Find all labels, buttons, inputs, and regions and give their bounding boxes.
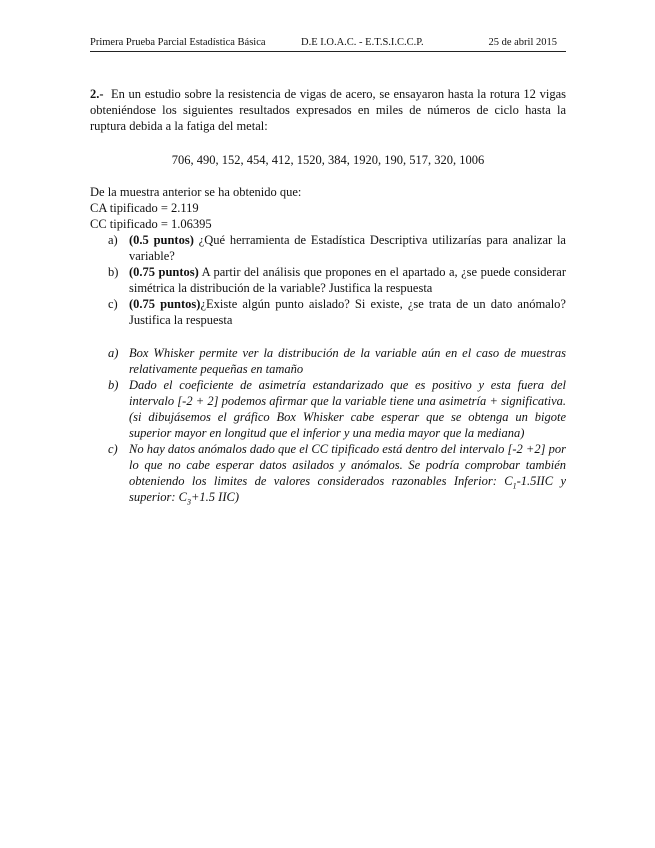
- answer-marker: c): [108, 442, 118, 456]
- answer-text-start: No hay datos anómalos dado que el CC tipificado está dentro del intervalo [-2 +2] por lo que no cabe esperar datos asilados y anómalos. Se podría comprobar también obteniendo los limites de valores considerados razonables Inferior: C: [129, 442, 566, 488]
- answer-text-mid: -1.5IIC y superior: C: [129, 474, 566, 504]
- question-marker: a): [108, 233, 118, 247]
- header-course: Primera Prueba Parcial Estadística Básica: [90, 37, 266, 48]
- problem-statement: [90, 86, 566, 134]
- problem-number: 2.-: [90, 87, 104, 101]
- page-content: [90, 86, 566, 505]
- answer-item: [90, 441, 566, 505]
- cc-value: CC tipificado = 1.06395: [90, 217, 212, 231]
- answer-text: Dado el coeficiente de asimetría estandarizado que es positivo y esta fuera del intervalo [-2 + 2] podemos afirmar que la variable tiene una asimetría + significativa. (si dibujásemos el gráfico Box Whisker cabe esperar que se obtenga un bigote superior mayor en longitud que el inferior y una media mayor que la mediana): [129, 378, 566, 440]
- question-points: (0.75 puntos): [129, 297, 201, 311]
- answer-item: [90, 377, 566, 441]
- ca-value: CA tipificado = 2.119: [90, 201, 199, 215]
- header-department: D.E I.O.A.C. - E.T.S.I.C.C.P.: [301, 37, 424, 48]
- problem-statement-text: En un estudio sobre la resistencia de vigas de acero, se ensayaron hasta la rotura 12 vigas obteniéndose los siguientes resultados expresados en miles de números de ciclo hasta la ruptura debida a la fatiga del metal:: [90, 87, 567, 133]
- question-marker: b): [108, 265, 119, 279]
- question-text: A partir del análisis que propones en el apartado a, ¿se puede considerar simétrica la distribución de la variable? Justifica la respuesta: [129, 265, 566, 295]
- question-text: ¿Qué herramienta de Estadística Descriptiva utilizarías para analizar la variable?: [129, 233, 566, 263]
- question-item: [90, 264, 566, 296]
- answer-list: [90, 345, 566, 505]
- answer-item: [90, 345, 566, 377]
- question-points: (0.5 puntos): [129, 233, 194, 247]
- question-text: ¿Existe algún punto aislado? Si existe, ¿se trata de un dato anómalo? Justifica la respuesta: [129, 297, 566, 327]
- subscript-three: 3: [187, 497, 191, 507]
- answer-marker: b): [108, 378, 119, 392]
- question-item: [90, 296, 566, 328]
- page-header: [90, 36, 566, 52]
- question-points: (0.75 puntos): [129, 265, 199, 279]
- question-list: [90, 232, 566, 328]
- answer-marker: a): [108, 346, 119, 360]
- subscript-one: 1: [512, 481, 517, 491]
- header-date: 25 de abril 2015: [488, 37, 557, 48]
- question-marker: c): [108, 297, 118, 311]
- data-values: 706, 490, 152, 454, 412, 1520, 384, 1920, 190, 517, 320, 1006: [171, 153, 485, 167]
- answer-text-end: +1.5 IIC): [191, 490, 240, 504]
- answer-text: Box Whisker permite ver la distribución de la variable aún en el caso de muestras relativamente pequeñas en tamaño: [129, 346, 566, 376]
- question-item: [90, 232, 566, 264]
- sample-note: De la muestra anterior se ha obtenido que:: [90, 185, 302, 199]
